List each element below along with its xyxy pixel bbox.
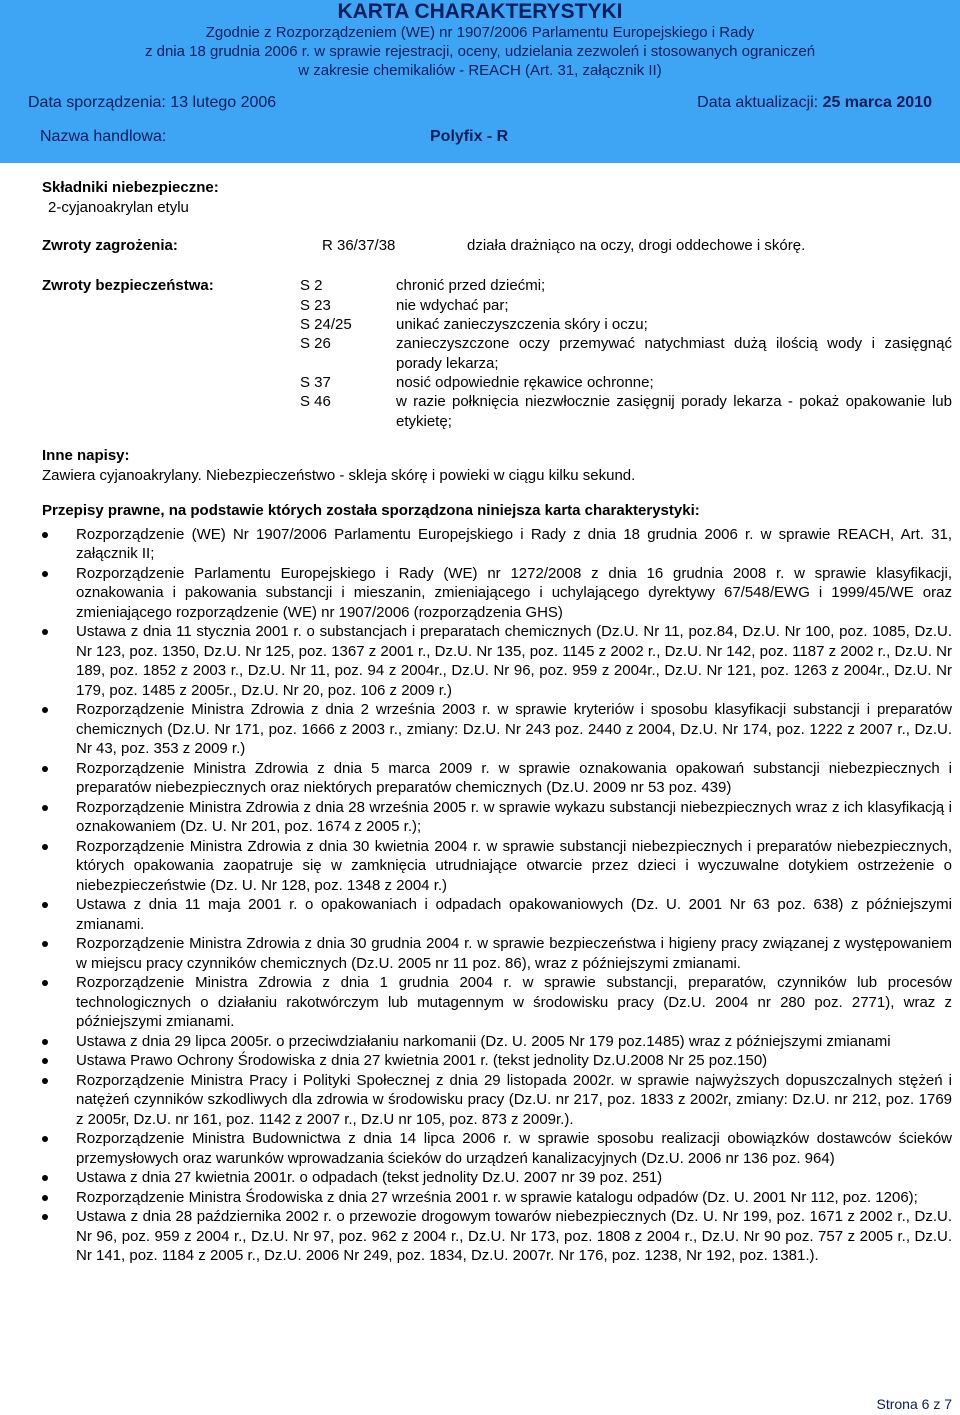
safety-phrase-text: nie wdychać par; (396, 297, 509, 314)
list-item (42, 622, 952, 700)
safety-phrase-code: S 26 (300, 335, 331, 352)
trade-name-label: Nazwa handlowa: (40, 128, 167, 145)
bullet-icon (42, 1195, 48, 1201)
list-item (42, 837, 952, 896)
bullet-icon (42, 902, 48, 908)
safety-phrase-code: S 46 (300, 393, 331, 410)
hazardous-components-label: Składniki niebezpieczne: (42, 179, 219, 196)
document-header (0, 0, 960, 163)
list-item (42, 1188, 952, 1208)
regulation-text: Ustawa Prawo Ochrony Środowiska z dnia 27 kwietnia 2001 r. (tekst jednolity Dz.U.2008 Nr 25 poz.150) (76, 1052, 768, 1069)
bullet-icon (42, 629, 48, 635)
list-item (42, 798, 952, 837)
regulation-text: Rozporządzenie Ministra Zdrowia z dnia 30 grudnia 2004 r. w sprawie bezpieczeństwa i higieny pracy związanej z występowaniem w miejscu pracy czynników chemicznych (Dz.U. 2005 nr 11 poz. 86), wraz z późniejszymi zmianami. (76, 935, 952, 972)
regulation-line-2: z dnia 18 grudnia 2006 r. w sprawie rejestracji, oceny, udzielania zezwoleń i stosowanych ograniczeń (144, 43, 816, 60)
safety-phrase-text: unikać zanieczyszczenia skóry i oczu; (396, 316, 648, 333)
bullet-icon (42, 1078, 48, 1084)
bullet-icon (42, 766, 48, 772)
bullet-icon (42, 1058, 48, 1064)
bullet-icon (42, 707, 48, 713)
list-item (42, 1051, 952, 1071)
list-item (42, 895, 952, 934)
hazardous-components-value: 2-cyjanoakrylan etylu (48, 199, 189, 216)
safety-phrase-code: S 37 (300, 374, 331, 391)
safety-phrase-text: zanieczyszczone oczy przemywać natychmiast dużą ilością wody i zasięgnąć porady lekarza; (396, 335, 952, 372)
bullet-icon (42, 844, 48, 850)
list-item (42, 1071, 952, 1130)
bullet-icon (42, 980, 48, 986)
regulation-text: Rozporządzenie (WE) Nr 1907/2006 Parlamentu Europejskiego i Rady z dnia 18 grudnia 2006 r. w sprawie REACH, Art. 31, załącznik II; (76, 525, 952, 562)
risk-phrase-code: R 36/37/38 (322, 237, 396, 254)
bullet-icon (42, 1175, 48, 1181)
list-item (42, 525, 952, 564)
regulation-line-1: Zgodnie z Rozporządzeniem (WE) nr 1907/2006 Parlamentu Europejskiego i Rady (205, 24, 755, 41)
safety-phrase-code: S 2 (300, 277, 323, 294)
safety-phrase-code: S 24/25 (300, 316, 352, 333)
list-item (42, 1207, 952, 1266)
legal-regulations-title: Przepisy prawne, na podstawie których została sporządzona niniejsza karta charakterystyki: (42, 502, 700, 519)
date-prepared: Data sporządzenia: 13 lutego 2006 (28, 94, 277, 111)
regulation-text: Ustawa z dnia 11 stycznia 2001 r. o substancjach i preparatach chemicznych (Dz.U. Nr 11, poz.84, Dz.U. Nr 100, poz. 1085, Dz.U. Nr 123, poz. 1350, Dz.U. Nr 125, poz. 1367 z 2001 r., Dz.U. Nr 135, poz. 1145 z 2002 r., Dz.U. Nr 142, poz. 1187 z 2002 r., Dz.U. Nr 189, poz. 1852 z 2003 r., Dz.U. Nr 11, poz. 94 z 2004r., Dz.U. Nr 96, poz. 959 z 2004r., Dz.U. Nr 121, poz. 1263 z 2004r., Dz.U. Nr 179, poz. 1485 z 2005r., Dz.U. Nr 20, poz. 106 z 2009 r.) (76, 623, 952, 699)
other-labels-text: Zawiera cyjanoakrylany. Niebezpieczeństwo - skleja skórę i powieki w ciągu kilku sekund. (42, 467, 636, 484)
page-number: Strona 6 z 7 (876, 1396, 952, 1412)
safety-phrase-text: nosić odpowiednie rękawice ochronne; (396, 374, 654, 391)
legal-regulations-section (42, 501, 952, 1266)
date-updated-value: 25 marca 2010 (822, 94, 932, 111)
list-item (42, 934, 952, 973)
legal-regulations-list (42, 525, 952, 1266)
list-item (42, 1129, 952, 1168)
bullet-icon (42, 1039, 48, 1045)
document-title: KARTA CHARAKTERYSTYKI (337, 0, 623, 23)
trade-name-value: Polyfix - R (430, 128, 509, 145)
date-updated-label: Data aktualizacji: (697, 94, 823, 111)
regulation-text: Ustawa z dnia 28 października 2002 r. o przewozie drogowym towarów niebezpiecznych (Dz. U. Nr 199, poz. 1671 z 2002 r., Dz.U. Nr 96, poz. 959 z 2004 r., Dz.U. Nr 97, poz. 962 z 2004 r., Dz.U. Nr 173, poz. 1808 z 2004 r., Dz.U. Nr 90 poz. 757 z 2005 r., Dz.U. Nr 141, poz. 1184 z 2005 r., Dz.U. 2006 Nr 249, poz. 1834, Dz.U. 2007r. Nr 176, poz. 1238, Nr 192, poz. 1381.). (76, 1208, 952, 1264)
regulation-text: Ustawa z dnia 27 kwietnia 2001r. o odpadach (tekst jednolity Dz.U. 2007 nr 39 poz. 251) (76, 1169, 663, 1186)
regulation-text: Rozporządzenie Ministra Środowiska z dnia 27 września 2001 r. w sprawie katalogu odpadów (Dz. U. 2001 Nr 112, poz. 1206); (76, 1188, 918, 1206)
safety-phrases-label: Zwroty bezpieczeństwa: (42, 277, 214, 294)
regulation-text: Rozporządzenie Parlamentu Europejskiego i Rady (WE) nr 1272/2008 z dnia 16 grudnia 2008 r. w sprawie klasyfikacji, oznakowania i pakowania substancji i mieszanin, zmieniającego i uchylającego dyrektywy 67/548/EWG i 1999/45/WE oraz zmieniającego rozporządzenie (WE) nr 1907/2006 (rozporządzenia GHS) (76, 564, 952, 621)
bullet-icon (42, 805, 48, 811)
list-item (42, 1168, 952, 1188)
safety-phrase-code: S 23 (300, 297, 331, 314)
regulation-text: Rozporządzenie Ministra Budownictwa z dnia 14 lipca 2006 r. w sprawie sposobu realizacji obowiązków dostawców ścieków przemysłowych oraz warunków wprowadzania ścieków do urządzeń kanalizacyjnych (Dz.U. 2006 nr 136 poz. 964) (76, 1130, 952, 1167)
list-item (42, 1032, 952, 1052)
regulation-text: Rozporządzenie Ministra Zdrowia z dnia 30 kwietnia 2004 r. w sprawie substancji niebezpiecznych i preparatów niebezpiecznych, których opakowania zaopatruje się w zamknięcia utrudniające otwarcie przez dzieci i wyczuwalne dotykiem ostrzeżenie o niebezpieczeństwie (Dz. U. Nr 128, poz. 1348 z 2004 r.) (76, 837, 952, 894)
regulation-text: Ustawa z dnia 29 lipca 2005r. o przeciwdziałaniu narkomanii (Dz. U. 2005 Nr 179 poz.1485) wraz z późniejszymi zmianami (76, 1032, 891, 1050)
safety-phrase-text: chronić przed dziećmi; (396, 277, 546, 294)
regulation-text: Rozporządzenie Ministra Zdrowia z dnia 28 września 2005 r. w sprawie wykazu substancji niebezpiecznych wraz z ich klasyfikacją i oznakowaniem (Dz. U. Nr 201, poz. 1674 z 2005 r.); (76, 798, 952, 835)
bullet-icon (42, 532, 48, 538)
safety-phrase-text: w razie połknięcia niezwłocznie zasięgnij porady lekarza - pokaż opakowanie lub etykietę; (396, 393, 952, 430)
other-labels-label: Inne napisy: (42, 447, 130, 464)
bullet-icon (42, 1136, 48, 1142)
regulation-text: Rozporządzenie Ministra Zdrowia z dnia 2 września 2003 r. w sprawie kryteriów i sposobu klasyfikacji substancji i preparatów chemicznych (Dz.U. Nr 171, poz. 1666 z 2003 r., zmiany: Dz.U. Nr 243 poz. 2440 z 2004, Dz.U. Nr 174, poz. 1222 z 2007 r., Dz.U. Nr 43, poz. 353 z 2009 r.) (76, 701, 952, 757)
date-updated (697, 93, 932, 113)
bullet-icon (42, 941, 48, 947)
risk-phrases-label: Zwroty zagrożenia: (42, 237, 178, 254)
regulation-line-3: w zakresie chemikaliów - REACH (Art. 31, załącznik II) (298, 62, 662, 79)
list-item (42, 700, 952, 759)
list-item (42, 564, 952, 623)
regulation-text: Ustawa z dnia 11 maja 2001 r. o opakowaniach i odpadach opakowaniowych (Dz. U. 2001 Nr 63 poz. 638) z późniejszymi zmianami. (76, 896, 952, 933)
bullet-icon (42, 571, 48, 577)
list-item (42, 759, 952, 798)
list-item (42, 973, 952, 1032)
bullet-icon (42, 1214, 48, 1220)
regulation-text: Rozporządzenie Ministra Zdrowia z dnia 5 marca 2009 r. w sprawie oznakowania opakowań substancji niebezpiecznych i preparatów niebezpiecznych oraz niektórych preparatów chemicznych (Dz.U. 2009 nr 53 poz. 439) (76, 759, 952, 796)
regulation-text: Rozporządzenie Ministra Pracy i Polityki Społecznej z dnia 29 listopada 2002r. w sprawie najwyższych dopuszczalnych stężeń i natężeń czynników szkodliwych dla zdrowia w środowisku pracy (Dz.U. nr 217, poz. 1833 z 2002r, zmiany: Dz.U. nr 212, poz. 1769 z 2005r, Dz.U. nr 161, poz. 1142 z 2007 r., Dz.U nr 105, poz. 873 z 2009r.). (76, 1071, 952, 1128)
risk-phrase-text: działa drażniąco na oczy, drogi oddechowe i skórę. (467, 237, 806, 254)
regulation-text: Rozporządzenie Ministra Zdrowia z dnia 1 grudnia 2004 r. w sprawie substancji, preparatów, czynników lub procesów technologicznych o działaniu rakotwórczym lub mutagennym w środowisku pracy (Dz.U. 2004 nr 280 poz. 2771), wraz z późniejszymi zmianami. (76, 974, 952, 1030)
